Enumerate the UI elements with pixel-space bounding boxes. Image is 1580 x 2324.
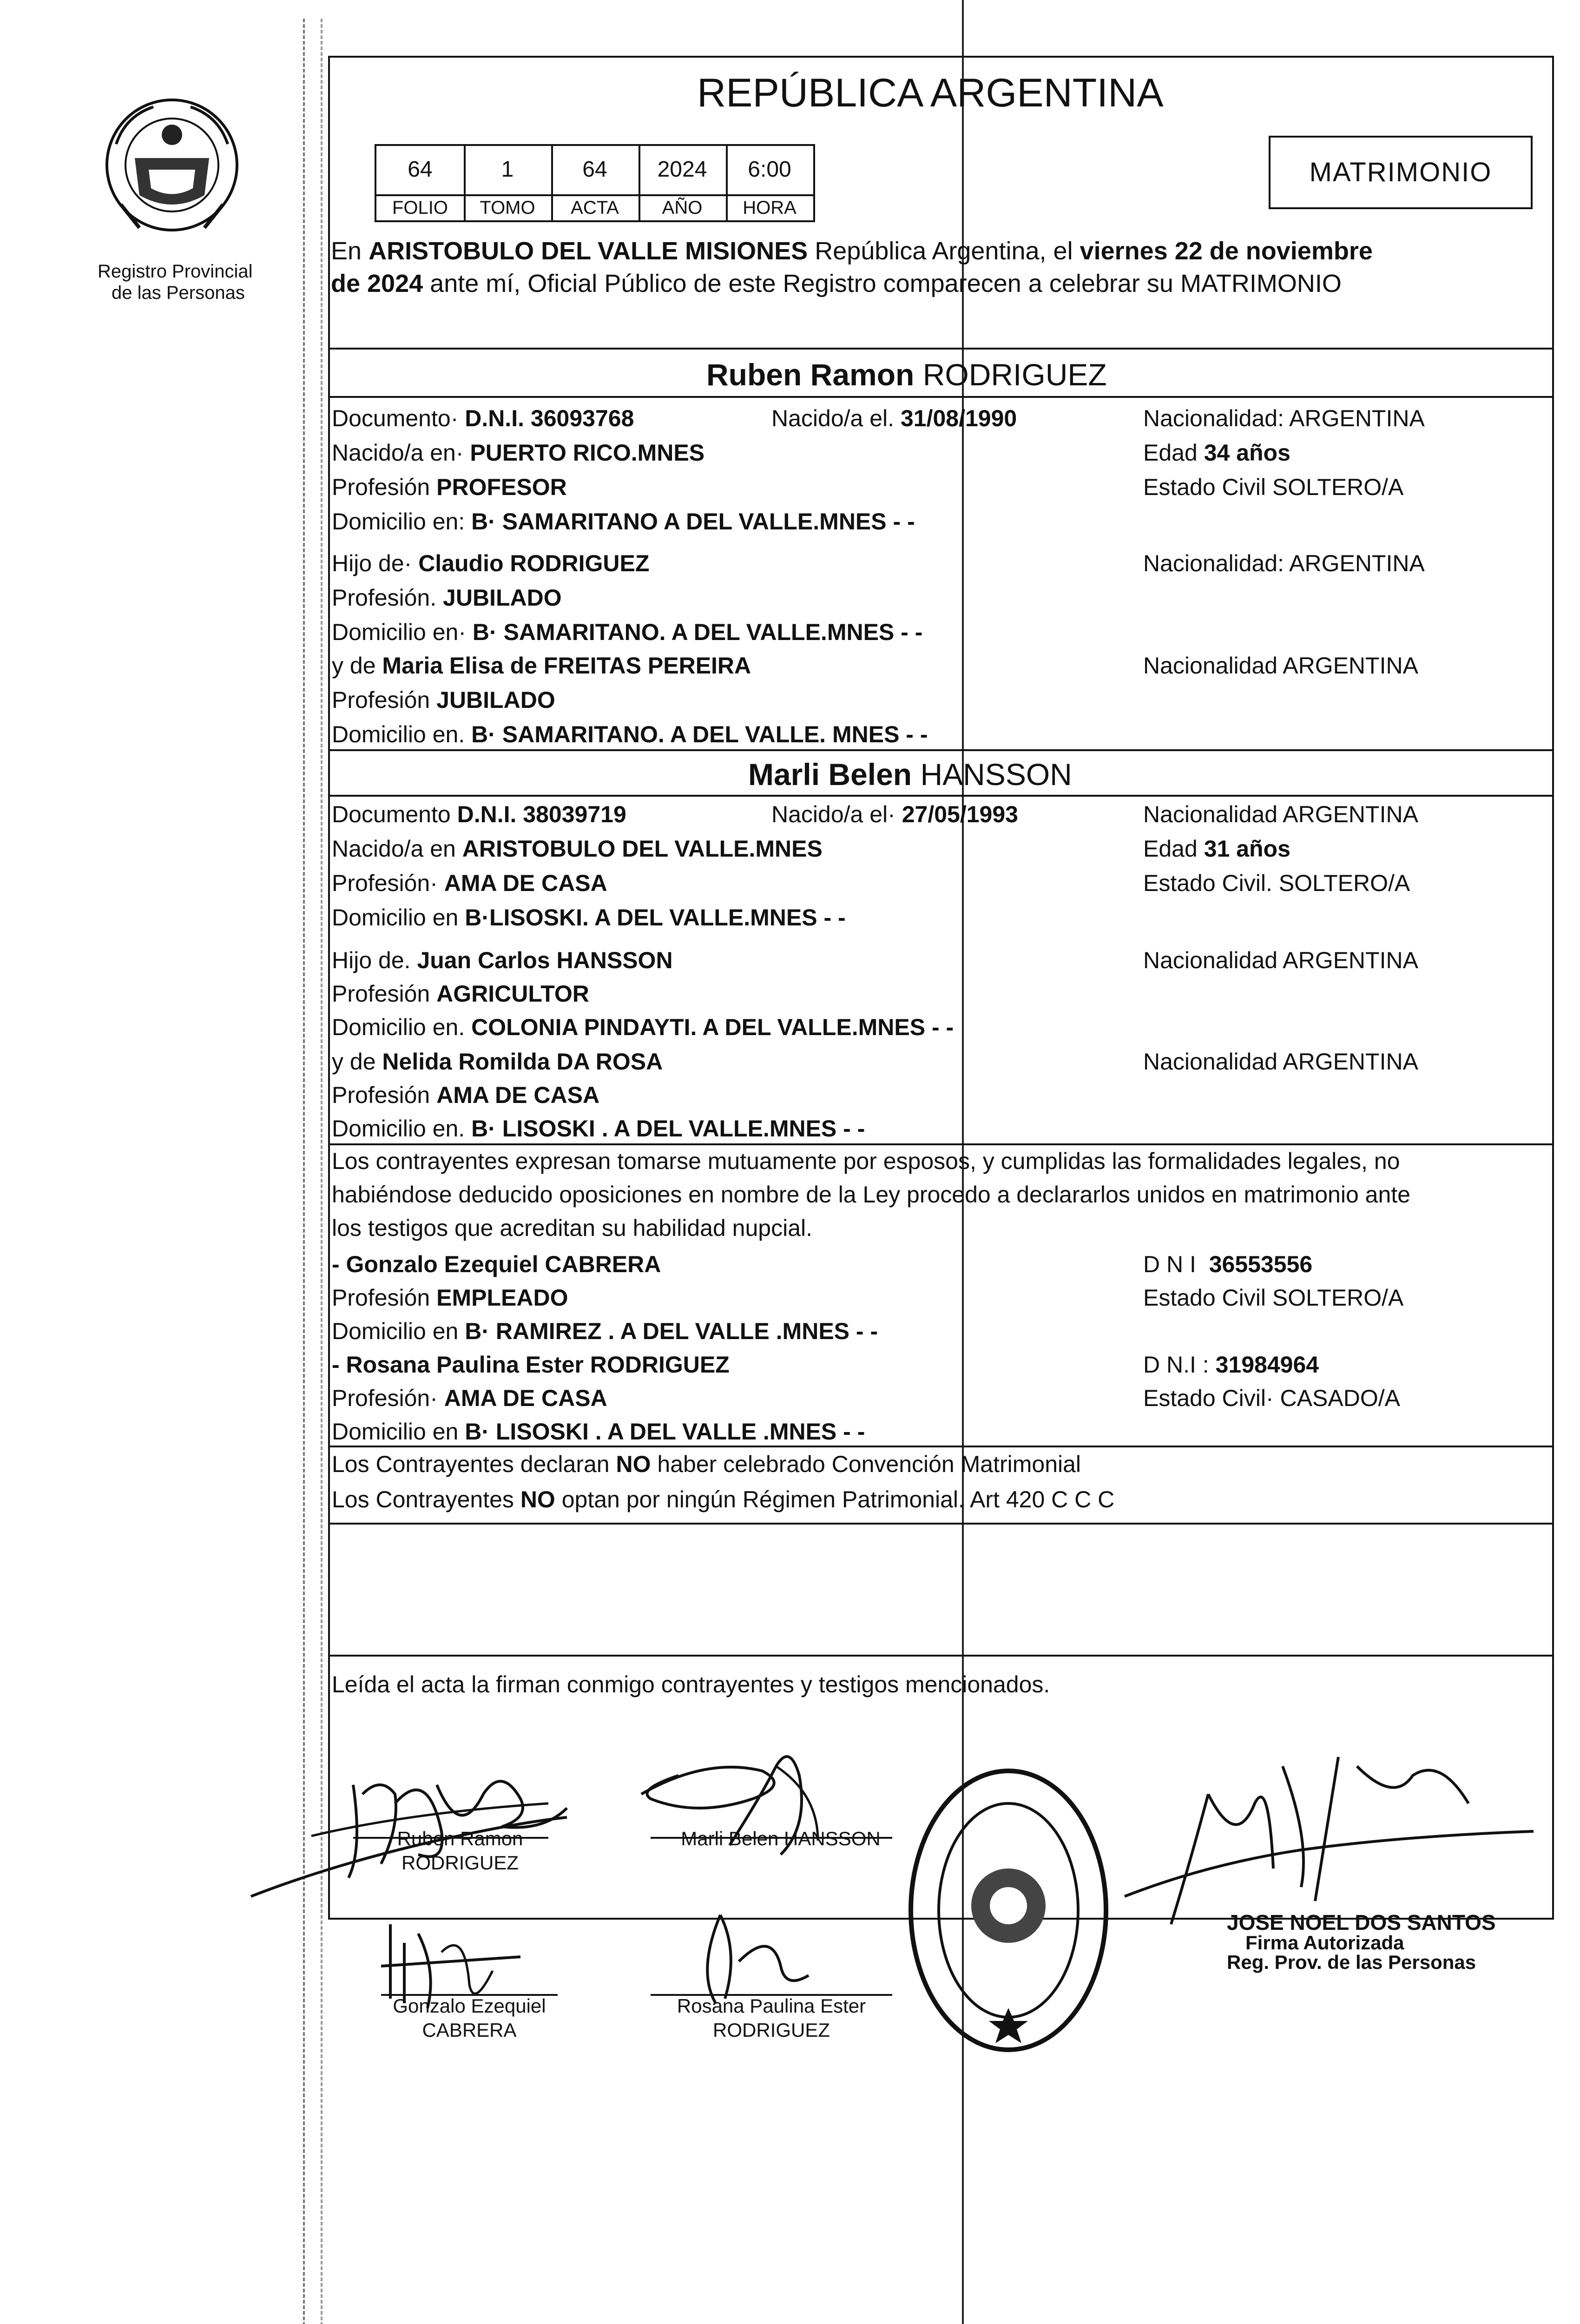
groom-father-profession: Profesión. JUBILADO [332, 585, 562, 611]
tomo-label: TOMO [480, 198, 535, 218]
groom-age: Edad 34 años [1143, 440, 1290, 466]
acta-value: 64 [582, 157, 607, 182]
document-type-label: MATRIMONIO [1309, 157, 1492, 187]
bride-mother: y de Nelida Romilda DA ROSA [332, 1049, 663, 1075]
province-logo [88, 88, 256, 246]
coat-of-arms-icon [88, 88, 256, 246]
bride-document: Documento D.N.I. 38039719 [332, 801, 626, 827]
groom-profession: Profesión PROFESOR [332, 474, 567, 500]
regime-line-1: Los Contrayentes declaran NO haber celebrado Convención Matrimonial [332, 1451, 1081, 1477]
bride-signature-name: Marli Belen HANSSON [681, 1828, 881, 1849]
binding-margin-line [321, 19, 324, 2324]
groom-signature-name-1: Ruben Ramon [397, 1828, 523, 1849]
groom-mother-address: Domicilio en. B· SAMARITANO. A DEL VALLE. MNES - - [332, 721, 928, 747]
frame-right [1552, 56, 1554, 1920]
bride-mother-profession: Profesión AMA DE CASA [332, 1082, 600, 1108]
official-name: JOSE NOEL DOS SANTOS [1227, 1910, 1496, 1934]
witness2-name: - Rosana Paulina Ester RODRIGUEZ [332, 1352, 730, 1378]
year-label: AÑO [662, 198, 703, 218]
witness2-civil-status: Estado Civil· CASADO/A [1143, 1385, 1400, 1411]
groom-birthdate: Nacido/a el. 31/08/1990 [771, 405, 1017, 431]
registry-stamp-icon [906, 1766, 1111, 2054]
bride-birthplace: Nacido/a en ARISTOBULO DEL VALLE.MNES [332, 836, 823, 862]
groom-mother-profession: Profesión JUBILADO [332, 687, 555, 713]
bride-age: Edad 31 años [1143, 836, 1290, 862]
bride-nationality: Nacionalidad ARGENTINA [1143, 801, 1418, 827]
bride-father-nationality: Nacionalidad ARGENTINA [1143, 947, 1418, 973]
registry-name-line2: de las Personas [112, 283, 245, 303]
tomo-value: 1 [501, 157, 514, 182]
registry-name-line1: Registro Provincial [98, 261, 253, 282]
hour-value: 6:00 [748, 157, 791, 182]
witness1-dni: D N I 36553556 [1143, 1251, 1313, 1277]
bride-civil-status: Estado Civil. SOLTERO/A [1143, 870, 1410, 896]
frame-left [328, 56, 330, 1920]
bride-profession: Profesión· AMA DE CASA [332, 870, 607, 896]
groom-mother-nationality: Nacionalidad ARGENTINA [1143, 653, 1418, 679]
record-table [375, 144, 815, 222]
acta-label: ACTA [571, 198, 619, 218]
groom-birthplace: Nacido/a en· PUERTO RICO.MNES [332, 440, 705, 466]
witness2-signature [669, 1896, 855, 2008]
witness2-profession: Profesión· AMA DE CASA [332, 1385, 607, 1411]
document-title: REPÚBLICA ARGENTINA [697, 71, 1164, 115]
groom-civil-status: Estado Civil SOLTERO/A [1143, 474, 1404, 500]
declaration-line-1: Los contrayentes expresan tomarse mutuamente por esposos, y cumplidas las formalidades legales, no [332, 1148, 1400, 1174]
official-office: Reg. Prov. de las Personas [1227, 1951, 1476, 1973]
folio-label: FOLIO [392, 198, 448, 218]
bride-signature [623, 1738, 883, 1878]
intro-line-2: de 2024 ante mí, Oficial Público de este Registro comparecen a celebrar su MATRIMONIO [331, 270, 1342, 297]
witness2-dni: D N.I : 31984964 [1143, 1352, 1319, 1378]
bride-birthdate: Nacido/a el· 27/05/1993 [771, 801, 1018, 827]
intro-line-1: En ARISTOBULO DEL VALLE MISIONES República Argentina, el viernes 22 de noviembre [331, 237, 1373, 265]
witness1-signature-name-2: CABRERA [422, 2019, 517, 2041]
bride-father-profession: Profesión AGRICULTOR [332, 981, 589, 1007]
year-value: 2024 [657, 157, 707, 182]
witness1-signature-name-1: Gonzalo Ezequiel [393, 1995, 546, 2017]
witness1-address: Domicilio en B· RAMIREZ . A DEL VALLE .MNES - - [332, 1318, 878, 1344]
groom-mother: y de Maria Elisa de FREITAS PEREIRA [332, 653, 751, 679]
groom-nationality: Nacionalidad: ARGENTINA [1143, 405, 1425, 431]
bride-address: Domicilio en B·LISOSKI. A DEL VALLE.MNES - - [332, 905, 846, 931]
witness1-name: - Gonzalo Ezequiel CABRERA [332, 1251, 661, 1277]
witness1-profession: Profesión EMPLEADO [332, 1285, 568, 1311]
declaration-line-2: habiéndose deducido oposiciones en nombre de la Ley procedo a declararlos unidos en matrimonio ante [332, 1182, 1410, 1208]
groom-name: Ruben Ramon RODRIGUEZ [706, 357, 1107, 392]
regime-line-2: Los Contrayentes NO optan por ningún Régimen Patrimonial. Art 420 C C C [332, 1486, 1115, 1512]
groom-signature-name-2: RODRIGUEZ [402, 1852, 519, 1874]
folio-value: 64 [408, 157, 433, 182]
bride-mother-nationality: Nacionalidad ARGENTINA [1143, 1049, 1418, 1075]
declaration-line-3: los testigos que acreditan su habilidad nupcial. [332, 1215, 813, 1241]
bride-name: Marli Belen HANSSON [748, 757, 1072, 792]
groom-address: Domicilio en: B· SAMARITANO A DEL VALLE.MNES - - [332, 508, 915, 535]
witness2-address: Domicilio en B· LISOSKI . A DEL VALLE .MNES - - [332, 1419, 865, 1445]
official-stamp [906, 1766, 1111, 2054]
closing-statement: Leída el acta la firman conmigo contrayentes y testigos mencionados. [332, 1671, 1050, 1697]
groom-document: Documento· D.N.I. 36093768 [332, 405, 634, 431]
bride-father-address: Domicilio en. COLONIA PINDAYTI. A DEL VALLE.MNES - - [332, 1014, 954, 1040]
official-role: Firma Autorizada [1245, 1932, 1404, 1954]
frame-top [328, 56, 1554, 58]
bride-mother-address: Domicilio en. B· LISOSKI . A DEL VALLE.MNES - - [332, 1116, 865, 1142]
groom-father-address: Domicilio en· B· SAMARITANO. A DEL VALLE.MNES - - [332, 619, 923, 645]
document-type-box [1269, 136, 1533, 209]
groom-father-nationality: Nacionalidad: ARGENTINA [1143, 550, 1425, 576]
groom-father: Hijo de· Claudio RODRIGUEZ [332, 550, 650, 576]
hour-label: HORA [743, 198, 797, 218]
witness1-civil-status: Estado Civil SOLTERO/A [1143, 1285, 1404, 1311]
binding-margin-line [303, 19, 307, 2324]
bride-father: Hijo de. Juan Carlos HANSSON [332, 947, 673, 973]
witness2-signature-name-2: RODRIGUEZ [713, 2019, 830, 2041]
witness2-signature-name-1: Rosana Paulina Ester [677, 1995, 866, 2017]
